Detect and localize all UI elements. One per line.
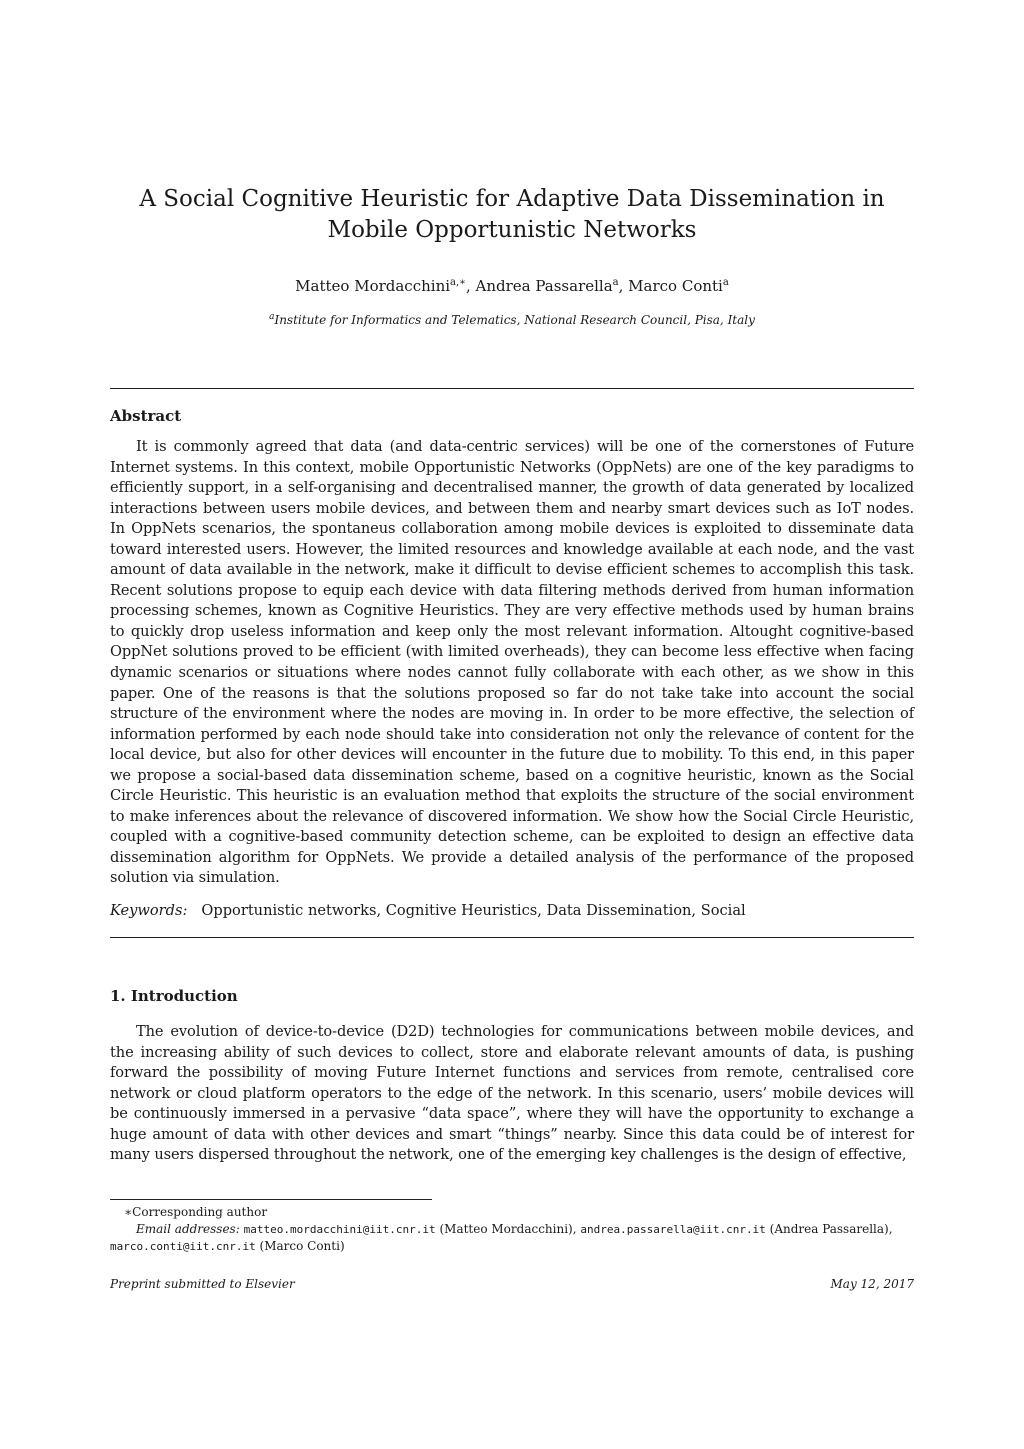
abstract-bottom-divider [110, 937, 914, 938]
email-owner: (Andrea Passarella) [769, 1222, 889, 1236]
footnote [110, 1204, 914, 1255]
footer-date: May 12, 2017 [830, 1277, 914, 1291]
affiliation-mark: a [269, 312, 275, 322]
keywords-line [110, 901, 914, 921]
abstract-heading: Abstract [110, 407, 182, 425]
abstract-paragraph: It is commonly agreed that data (and data-centric services) will be one of the cornerstones of Future Internet systems. In this context, mobile Opportunistic Networks (OppNets) are one of the key paradigms to efficiently support, in a self-organising and decentralised manner, the growth of data generated by localized interactions between users mobile devices, and between them and nearby smart devices such as IoT nodes. In OppNets scenarios, the spontaneus collaboration among mobile devices is exploited to disseminate data toward interested users. However, the limited resources and knowledge available at each node, and the vast amount of data available in the network, make it difficult to devise efficient schemes to accomplish this task. Recent solutions propose to equip each device with data filtering methods derived from human information processing schemes, known as Cognitive Heuristics. They are very effective methods used by human brains to quickly drop useless information and keep only the most relevant information. Altought cognitive-based OppNet solutions proved to be efficient (with limited overheads), they can become less effective when facing dynamic scenarios or situations where nodes cannot fully collaborate with each other, as we show in this paper. One of the reasons is that the solutions proposed so far do not take take into account the social structure of the environment where the nodes are moving in. In order to be more effective, the selection of information performed by each node should take into consideration not only the relevance of content for the local device, but also for other devices will encounter in the future due to mobility. To this end, in this paper we propose a social-based data dissemination scheme, based on a cognitive heuristic, known as the Social Circle Heuristic. This heuristic is an evaluation method that exploits the structure of the social environment to make inferences about the relevance of discovered information. We show how the Social Circle Heuristic, coupled with a cognitive-based community detection scheme, can be exploited to design an effective data dissemination algorithm for OppNets. We provide a detailed analysis of the performance of the proposed solution via simulation. [110, 438, 914, 887]
email-link[interactable]: andrea.passarella@iit.cnr.it [580, 1223, 766, 1236]
email-owner: (Marco Conti) [259, 1239, 345, 1253]
email-separator: , [572, 1222, 581, 1236]
footnote-corresponding [110, 1204, 914, 1221]
author-name: Matteo Mordacchini [295, 277, 451, 295]
author-affiliation-mark: a,∗ [450, 277, 466, 288]
affiliation-text: Institute for Informatics and Telematics, National Research Council, Pisa, Italy [274, 313, 755, 327]
author-name: Andrea Passarella [475, 277, 613, 295]
author-affiliation-mark: a [612, 277, 619, 288]
footnote-emails [110, 1221, 914, 1255]
footer-preprint-note: Preprint submitted to Elsevier [110, 1277, 295, 1291]
email-owner: (Matteo Mordacchini) [439, 1222, 573, 1236]
author-affiliation-mark: a [722, 277, 729, 288]
introduction-paragraph: The evolution of device-to-device (D2D) technologies for communications between mobile devices, and the increasing ability of such devices to collect, store and elaborate relevant amounts of data, is pushing forward the possibility of moving Future Internet functions and services from remote, centralised core network or cloud platform operators to the edge of the network. In this scenario, users’ mobile devices will be continuously immersed in a pervasive “data space”, where they will have the opportunity to exchange a huge amount of data with other devices and smart “things” nearby. Since this data could be of interest for many users dispersed throughout the network, one of the emerging key challenges is the design of effective, [110, 1023, 914, 1164]
introduction-heading: 1. Introduction [110, 987, 238, 1005]
email-label: Email addresses: [136, 1222, 240, 1236]
author-separator: , [465, 277, 476, 295]
author-name: Marco Conti [628, 277, 723, 295]
email-link[interactable]: marco.conti@iit.cnr.it [110, 1240, 256, 1253]
footnote-divider [110, 1199, 432, 1200]
paper-title: A Social Cognitive Heuristic for Adaptive Data Dissemination in Mobile Opportunistic Networks [139, 186, 885, 243]
affiliation [100, 312, 924, 329]
keywords-text: Opportunistic networks, Cognitive Heuristics, Data Dissemination, Social [201, 902, 746, 919]
footnote-mark: ∗ [124, 1205, 133, 1219]
email-separator: , [888, 1222, 893, 1236]
email-link[interactable]: matteo.mordacchini@iit.cnr.it [243, 1223, 436, 1236]
abstract-top-divider [110, 388, 914, 389]
author-separator: , [618, 277, 629, 295]
keywords-label: Keywords: [110, 902, 188, 919]
footnote-corresponding-text: Corresponding author [132, 1205, 268, 1219]
author-list [100, 276, 924, 296]
